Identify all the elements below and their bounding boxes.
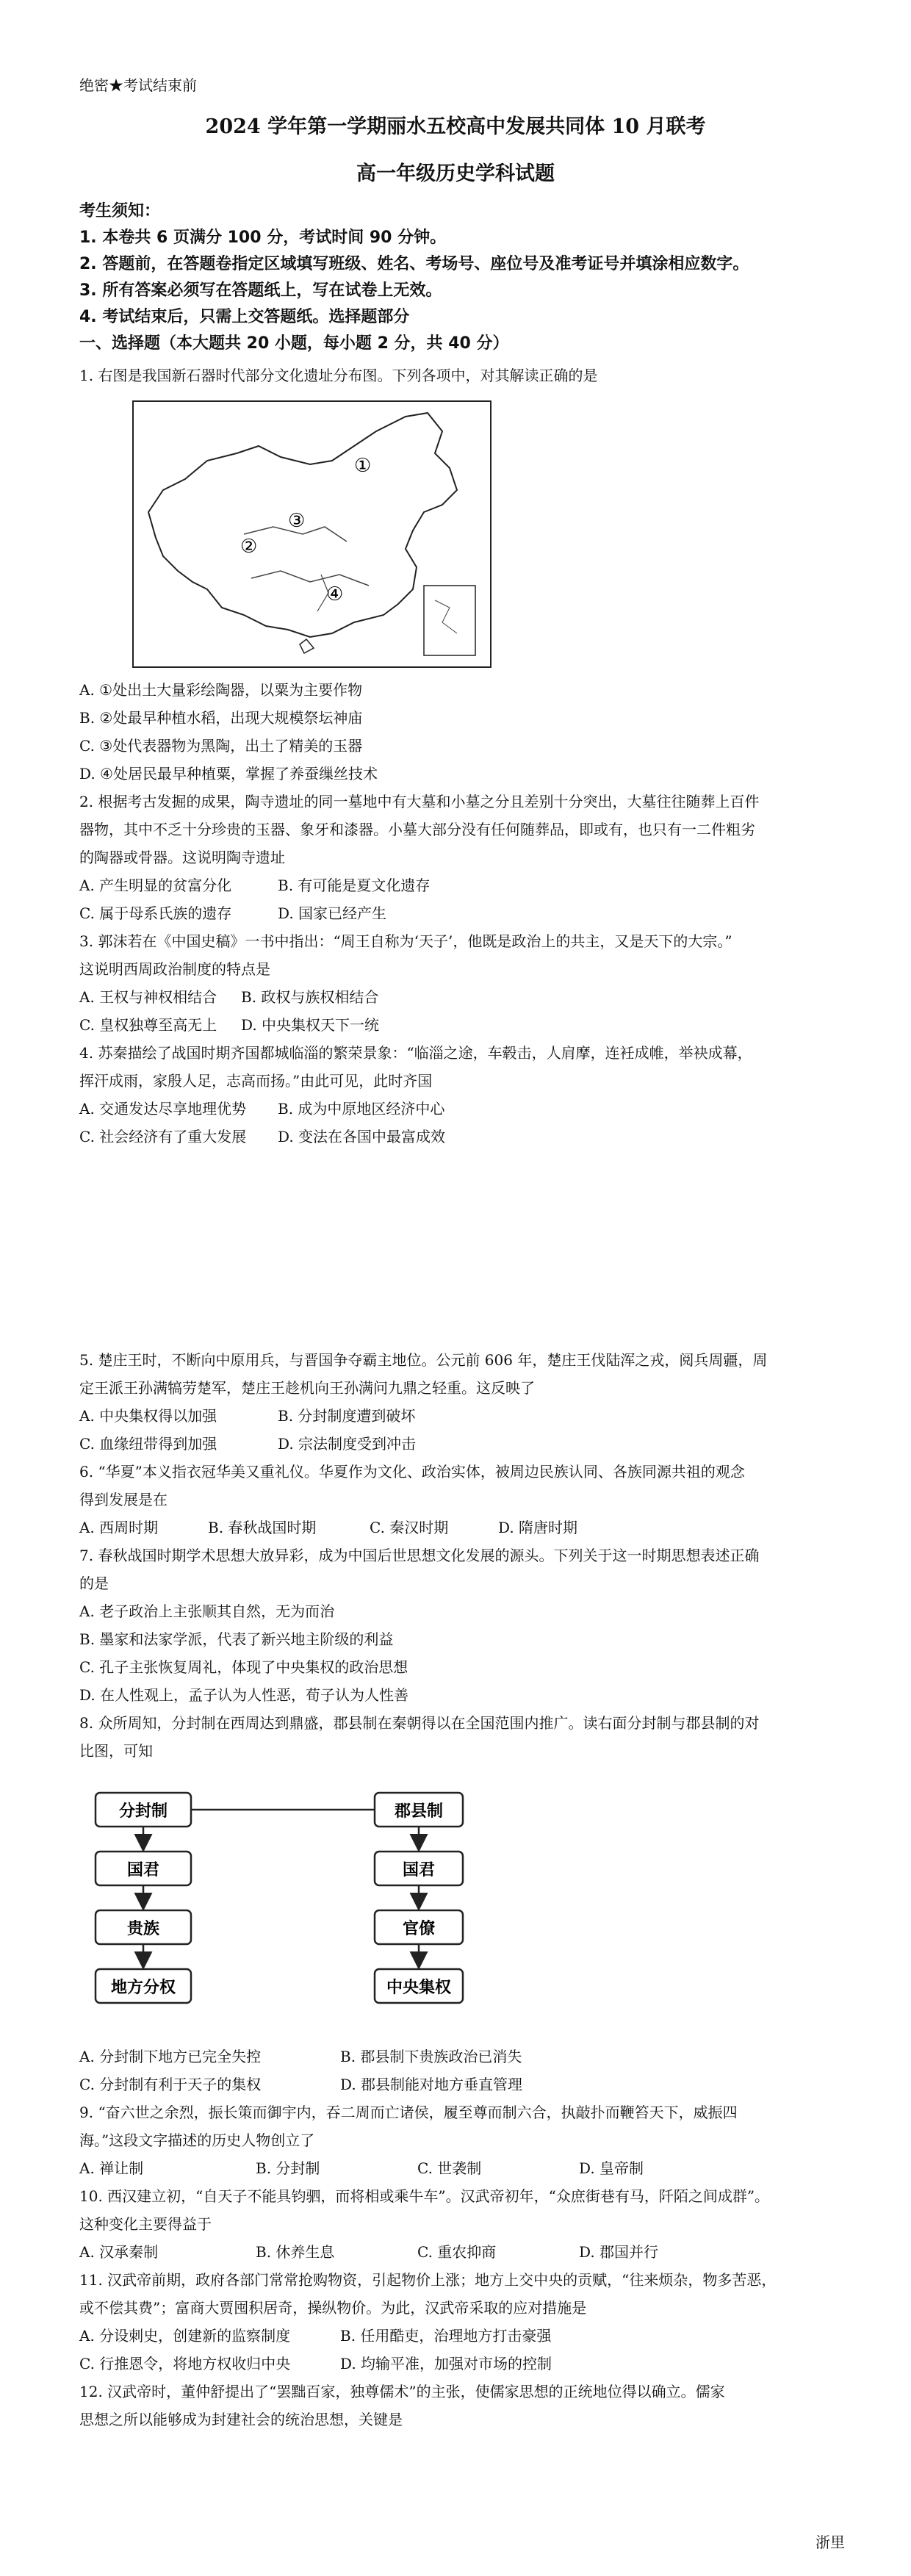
- question-5: [79, 1346, 836, 1458]
- option: B. 有可能是夏文化遗存: [278, 877, 431, 894]
- map-label-4: ④: [326, 583, 344, 605]
- question-line: 7. 春秋战国时期学术思想大放异彩，成为中国后世思想文化发展的源头。下列关于这一时期思想表述正确: [79, 1547, 760, 1564]
- question-4: [79, 1039, 836, 1151]
- question-line: 这说明西周政治制度的特点是: [79, 960, 270, 978]
- question-2: [79, 788, 836, 927]
- china-map-outline-icon: [134, 402, 490, 666]
- question-line: 12. 汉武帝时，董仲舒提出了“罢黜百家，独尊儒术”的主张，使儒家思想的正统地位得以确立。儒家: [79, 2383, 725, 2400]
- feudal-vs-county-diagram: [88, 1778, 470, 2028]
- notice: [79, 198, 836, 357]
- question-line: 定王派王孙满犒劳楚军，楚庄王趁机向王孙满问九鼎之轻重。这反映了: [79, 1379, 535, 1397]
- option: D. 宗法制度受到冲击: [278, 1435, 417, 1453]
- question-line: 10. 西汉建立初，“自天子不能具钧驷，而将相或乘牛车”。汉武帝初年，“众庶街巷有马，阡陌之间成群”。: [79, 2187, 770, 2205]
- notice-heading: 考生须知：: [79, 202, 161, 220]
- comparison-flowchart: [88, 1778, 470, 2028]
- option: A. ①处出土大量彩绘陶器，以粟为主要作物: [79, 681, 363, 699]
- option: C. 行推恩令，将地方权收归中央: [79, 2355, 291, 2372]
- option: C. 孔子主张恢复周礼，体现了中央集权的政治思想: [79, 1658, 408, 1676]
- left-box-1-text: 分封制: [118, 1802, 168, 1821]
- question-11: [79, 2266, 836, 2378]
- option: A. 西周时期: [79, 1519, 159, 1536]
- question-line: 这种变化主要得益于: [79, 2215, 212, 2233]
- left-box-3-text: 贵族: [126, 1920, 160, 1938]
- option: D. 郡县制能对地方垂直管理: [340, 2076, 523, 2093]
- neolithic-map: [132, 400, 491, 668]
- question-line: 器物，其中不乏十分珍贵的玉器、象牙和漆器。小墓大部分没有任何随葬品，即或有，也只有一二件粗劣: [79, 821, 755, 838]
- confidential-mark: 绝密★考试结束前: [79, 76, 197, 94]
- question-7: [79, 1541, 836, 1709]
- option: A. 分设刺史，创建新的监察制度: [79, 2327, 291, 2345]
- right-box-4-text: 中央集权: [386, 1979, 452, 1997]
- option: A. 禅让制: [79, 2159, 144, 2177]
- option: D. 国家已经产生: [278, 904, 387, 922]
- option: D. 均输平准，加强对市场的控制: [340, 2355, 552, 2372]
- question-line: 9. “奋六世之余烈，振长策而御宇内，吞二周而亡诸侯，履至尊而制六合，执敲扑而鞭笞天下，威振四: [79, 2104, 738, 2121]
- question-1-stem: 1. 右图是我国新石器时代部分文化遗址分布图。下列各项中，对其解读正确的是: [79, 367, 598, 384]
- option: D. 郡国并行: [579, 2243, 659, 2261]
- option: D. 在人性观上，孟子认为人性恶，荀子认为人性善: [79, 1686, 409, 1704]
- option: D. 中央集权天下一统: [241, 1016, 380, 1034]
- notice-item: 4. 考试结束后，只需上交答题纸。选择题部分: [79, 308, 410, 326]
- question-6: [79, 1458, 836, 1541]
- question-line: 6. “华夏”本义指衣冠华美又重礼仪。华夏作为文化、政治实体，被周边民族认同、各族同源共祖的观念: [79, 1463, 745, 1481]
- question-8-options: [79, 2043, 836, 2098]
- exam-title: 2024 学年第一学期丽水五校高中发展共同体 10 月联考: [205, 115, 706, 138]
- question-12: [79, 2378, 836, 2433]
- question-line: 海。”这段文字描述的历史人物创立了: [79, 2131, 315, 2149]
- section-heading: 一、选择题（本大题共 20 小题，每小题 2 分，共 40 分）: [79, 334, 509, 353]
- question-line: 或不偿其费”；富商大贾囤积居奇，操纵物价。为此，汉武帝采取的应对措施是: [79, 2299, 587, 2317]
- option: B. 成为中原地区经济中心: [278, 1100, 445, 1118]
- question-9: [79, 2098, 836, 2182]
- question-line: 5. 楚庄王时，不断向中原用兵，与晋国争夺霸主地位。公元前 606 年，楚庄王伐陆浑之戎，阅兵周疆，周: [79, 1351, 768, 1369]
- question-line: 思想之所以能够成为封建社会的统治思想，关键是: [79, 2411, 403, 2428]
- option: C. 秦汉时期: [370, 1519, 449, 1536]
- left-box-2-text: 国君: [126, 1861, 160, 1879]
- question-1-options: [79, 676, 836, 788]
- right-box-1-text: 郡县制: [394, 1802, 444, 1821]
- map-label-2: ②: [240, 536, 258, 558]
- notice-item: 3. 所有答案必须写在答题纸上，写在试卷上无效。: [79, 281, 442, 300]
- option: B. 任用酷吏，治理地方打击豪强: [340, 2327, 552, 2345]
- question-line: 8. 众所周知，分封制在西周达到鼎盛，郡县制在秦朝得以在全国范围内推广。读右面分封制与郡县制的对: [79, 1714, 760, 1732]
- exam-subtitle: 高一年级历史学科试题: [356, 162, 555, 185]
- option: C. 世袭制: [417, 2159, 482, 2177]
- option: B. 政权与族权相结合: [241, 988, 379, 1006]
- map-label-3: ③: [288, 510, 306, 532]
- option: B. 休养生息: [256, 2243, 335, 2261]
- option: B. 春秋战国时期: [208, 1519, 317, 1536]
- question-line: 比图，可知: [79, 1742, 153, 1760]
- question-line: 的陶器或骨器。这说明陶寺遗址: [79, 849, 285, 866]
- option: B. 分封制度遭到破坏: [278, 1407, 416, 1425]
- option: B. 分封制: [256, 2159, 320, 2177]
- option: A. 老子政治上主张顺其自然，无为而治: [79, 1602, 335, 1620]
- option: A. 汉承秦制: [79, 2243, 159, 2261]
- option: D. ④处居民最早种植粟，掌握了养蚕缫丝技术: [79, 765, 378, 782]
- option: C. ③处代表器物为黑陶，出土了精美的玉器: [79, 737, 363, 755]
- question-line: 11. 汉武帝前期，政府各部门常常抢购物资，引起物价上涨；地方上交中央的贡赋，“往来烦杂，物多苦恶，: [79, 2271, 777, 2289]
- option: C. 重农抑商: [417, 2243, 497, 2261]
- question-line: 挥汗成雨，家殷人足，志高而扬。”由此可见，此时齐国: [79, 1072, 433, 1090]
- option: A. 王权与神权相结合: [79, 988, 217, 1006]
- question-3: [79, 927, 836, 1039]
- question-line: 3. 郭沫若在《中国史稿》一书中指出：“周王自称为‘天子’，他既是政治上的共主，又是天下的大宗。”: [79, 932, 732, 950]
- option: D. 皇帝制: [579, 2159, 644, 2177]
- question-line: 得到发展是在: [79, 1491, 168, 1508]
- option: B. 郡县制下贵族政治已消失: [340, 2048, 522, 2065]
- option: C. 社会经济有了重大发展: [79, 1128, 247, 1145]
- option: C. 血缘纽带得到加强: [79, 1435, 217, 1453]
- question-line: 的是: [79, 1575, 109, 1592]
- question-10: [79, 2182, 836, 2266]
- notice-item: 1. 本卷共 6 页满分 100 分，考试时间 90 分钟。: [79, 229, 447, 247]
- option: A. 分封制下地方已完全失控: [79, 2048, 262, 2065]
- question-line: 4. 苏秦描绘了战国时期齐国都城临淄的繁荣景象：“临淄之途，车毂击，人肩摩，连衽成帷，举袂成幕，: [79, 1044, 752, 1062]
- right-box-2-text: 国君: [402, 1861, 436, 1879]
- option: B. ②处最早种植水稻，出现大规模祭坛神庙: [79, 709, 363, 727]
- notice-item: 2. 答题前，在答题卷指定区域填写班级、姓名、考场号、座位号及准考证号并填涂相应数字。: [79, 255, 749, 273]
- left-box-4-text: 地方分权: [110, 1979, 176, 1997]
- option: A. 产生明显的贫富分化: [79, 877, 232, 894]
- option: B. 墨家和法家学派，代表了新兴地主阶级的利益: [79, 1630, 394, 1648]
- question-8: [79, 1709, 836, 1765]
- option: C. 属于母系氏族的遗存: [79, 904, 232, 922]
- footer-mark: 浙里: [815, 2533, 845, 2551]
- map-label-1: ①: [354, 455, 372, 477]
- option: C. 分封制有利于天子的集权: [79, 2076, 262, 2093]
- option: D. 隋唐时期: [498, 1519, 578, 1536]
- option: C. 皇权独尊至高无上: [79, 1016, 217, 1034]
- option: A. 中央集权得以加强: [79, 1407, 217, 1425]
- option: A. 交通发达尽享地理优势: [79, 1100, 247, 1118]
- question-line: 2. 根据考古发掘的成果，陶寺遗址的同一墓地中有大墓和小墓之分且差别十分突出，大墓往往随葬上百件: [79, 793, 760, 810]
- right-box-3-text: 官僚: [402, 1920, 436, 1938]
- option: D. 变法在各国中最富成效: [278, 1128, 446, 1145]
